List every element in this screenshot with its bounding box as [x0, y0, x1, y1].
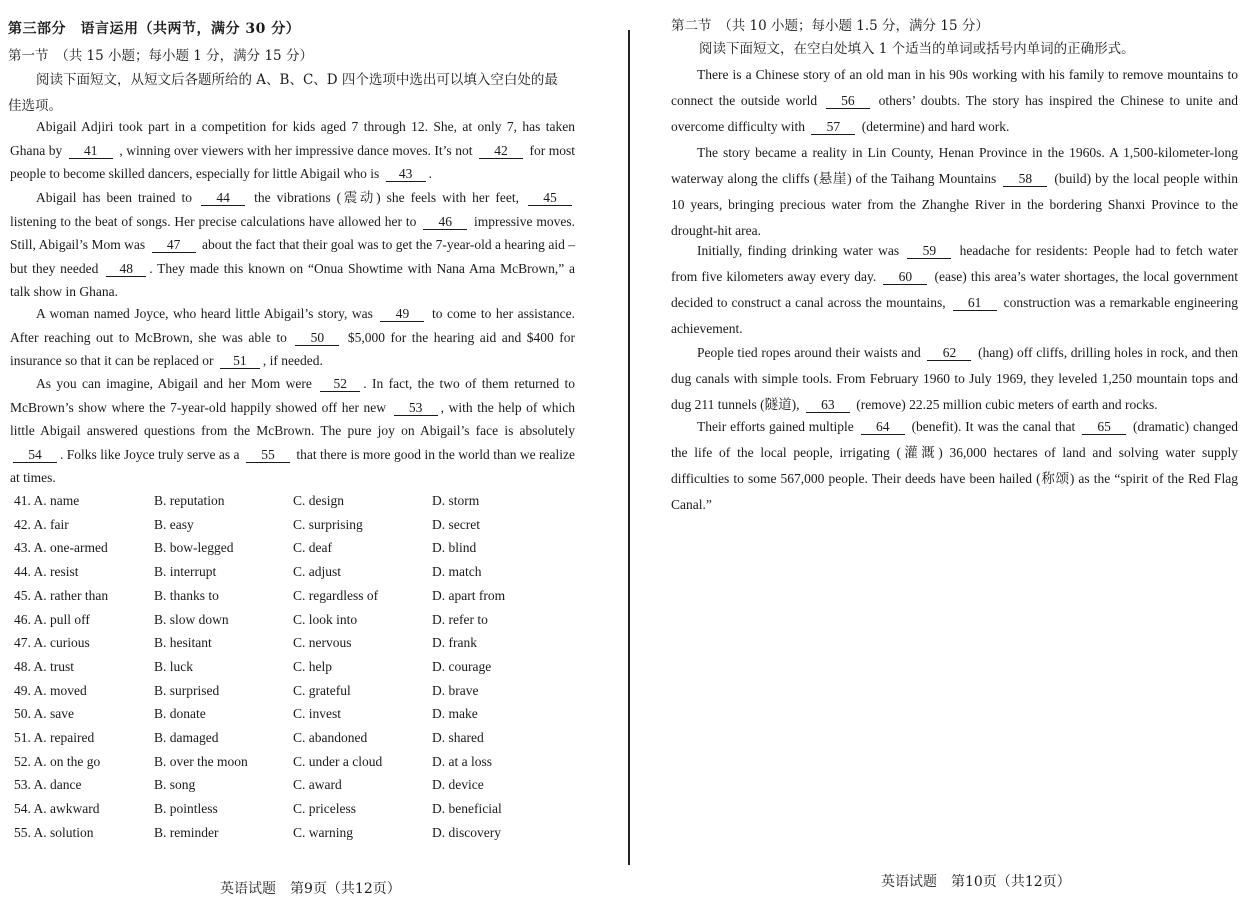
option-choice: C. under a cloud [293, 753, 383, 769]
option-choice: 53. A. dance [14, 777, 82, 793]
option-choice: D. secret [432, 516, 480, 532]
page-footer: 英语试题 第9页（共12页） [220, 881, 401, 897]
blank-61: 61 [953, 295, 997, 311]
passage-paragraph-2: Abigail has been trained to 44 the vibrations (震动) she feels with her feet, 45 listening to the beat of songs. Her precise calculations have allowed her to 46 impressive moves. Still, Abigail’s Mom was 47 about the fact that their goal was to get the 7-year-old a hearing aid – but they needed 48 . They made this known on “Onua Showtime with Nana Ama McBrown,” a talk show in Ghana. [10, 190, 575, 299]
blank-43: 43 [386, 166, 426, 182]
blank-62: 62 [927, 345, 971, 361]
option-choice: 47. A. curious [14, 635, 90, 651]
option-choice: 49. A. moved [14, 682, 87, 698]
blank-63: 63 [806, 397, 850, 413]
option-choice: B. reputation [154, 493, 225, 508]
option-choice: 48. A. trust [14, 658, 75, 674]
option-choice: 46. A. pull off [14, 611, 90, 627]
option-choice: 52. A. on the go [14, 753, 101, 769]
blank-49: 49 [380, 306, 424, 322]
blank-55: 55 [246, 447, 290, 463]
option-choice: C. invest [293, 706, 342, 722]
blank-54: 54 [13, 447, 57, 463]
option-choice: C. grateful [293, 682, 351, 698]
option-choice: 42. A. fair [14, 516, 69, 532]
blank-45: 45 [528, 190, 572, 206]
option-choice: D. frank [432, 635, 477, 651]
option-choice: B. luck [154, 658, 193, 674]
blank-57: 57 [811, 119, 855, 135]
passage-paragraph-3: Initially, finding drinking water was 59 headache for residents: People had to fetch water from five kilometers away every day. 60 (ease) this area’s water shortages, the local government decided to construct a canal across the mountains, 61 construction was a remarkable engineering achievement. [671, 243, 1239, 336]
option-choice: 44. A. resist [14, 564, 79, 580]
option-choice: D. apart from [432, 587, 506, 603]
option-choice: C. regardless of [293, 587, 379, 603]
blank-59: 59 [907, 243, 951, 259]
option-choice: D. discovery [432, 824, 501, 840]
option-choice: B. slow down [154, 611, 229, 627]
option-choice: C. warning [293, 824, 353, 840]
option-choice: C. abandoned [293, 730, 368, 745]
option-choice: D. device [432, 777, 484, 793]
option-choice: D. at a loss [432, 753, 492, 769]
part-heading: 第三部分 语言运用（共两节，满分 30 分） [8, 21, 301, 37]
blank-41: 41 [69, 143, 113, 159]
option-choice: D. storm [432, 493, 480, 508]
option-choice: B. interrupt [154, 564, 217, 580]
option-choice: D. shared [432, 730, 484, 745]
option-choice: 43. A. one-armed [14, 540, 108, 556]
option-choice: 54. A. awkward [14, 801, 100, 817]
blank-51: 51 [220, 353, 260, 369]
blank-48: 48 [106, 261, 146, 277]
blank-58: 58 [1003, 171, 1047, 187]
option-choice: D. brave [432, 682, 479, 698]
passage-paragraph-4: As you can imagine, Abigail and her Mom were 52 . In fact, the two of them returned to McBrown’s show where the 7-year-old happily showed off her new 53 , with the help of which little Abigail answered questions from the McBrown. The pure joy on Abigail’s face is absolutely 54 . Folks like Joyce truly serve as a 55 that there is more good in the world than we realize at times. [10, 376, 576, 485]
option-choice: C. adjust [293, 564, 342, 580]
option-choice: B. damaged [154, 730, 219, 745]
option-choice: D. blind [432, 540, 477, 556]
option-choice: B. song [154, 777, 196, 793]
blank-50: 50 [295, 330, 339, 346]
option-choice: C. look into [293, 611, 358, 627]
option-choice: D. refer to [432, 611, 488, 627]
option-choice: C. deaf [293, 540, 332, 556]
instruction-line-1: 阅读下面短文，从短文后各题所给的 A、B、C、D 四个选项中选出可以填入空白处的最 [36, 72, 558, 88]
section-heading: 第二节 （共 10 小题；每小题 1.5 分，满分 15 分） [671, 18, 989, 34]
option-choice: B. surprised [154, 682, 220, 698]
blank-46: 46 [423, 214, 467, 230]
passage-paragraph-1: Abigail Adjiri took part in a competition for kids aged 7 through 12. She, at only 7, has taken Ghana by 41 , winning over viewers with her impressive dance moves. It’s not 42 for most people to become skilled dancers, especially for little Abigail who is 43 . [10, 119, 576, 181]
blank-42: 42 [479, 143, 523, 159]
blank-52: 52 [320, 376, 360, 392]
option-choice: 51. A. repaired [14, 730, 95, 745]
option-choice: B. thanks to [154, 587, 219, 603]
blank-47: 47 [152, 237, 196, 253]
option-choice: D. courage [432, 658, 492, 674]
option-choice: C. design [293, 493, 345, 508]
option-choice: C. award [293, 777, 342, 793]
passage-paragraph-2: The story became a reality in Lin County, Henan Province in the 1960s. A 1,500-kilometer-long waterway along the cliffs (悬崖) of the Taihang Mountains 58 (build) by the local people within 10 years, bringing precious water from the Zhanghe River in the bordering Shanxi Province to the drought-hit area. [671, 145, 1239, 238]
option-choice: B. pointless [154, 801, 218, 817]
passage-paragraph-1: There is a Chinese story of an old man in his 90s working with his family to remove mountains to connect the outside world 56 others’ doubts. The story has inspired the Chinese to unite and overcome difficulty with 57 (determine) and hard work. [671, 67, 1238, 134]
option-choice: 45. A. rather than [14, 587, 109, 603]
instruction-line-2: 佳选项。 [8, 98, 62, 114]
option-choice: C. priceless [293, 801, 356, 817]
option-choice: 50. A. save [14, 706, 74, 722]
option-choice: C. nervous [293, 635, 352, 651]
option-choice: B. hesitant [154, 635, 212, 651]
option-choice: B. bow-legged [154, 540, 234, 556]
blank-56: 56 [826, 93, 870, 109]
option-choice: B. donate [154, 706, 206, 722]
passage-paragraph-4: People tied ropes around their waists and 62 (hang) off cliffs, drilling holes in rock, and then dug canals with simple tools. From February 1960 to July 1969, they leveled 1,250 mountain tops and dug 211 tunnels (隧道), 63 (remove) 22.25 million cubic meters of earth and rocks. [671, 345, 1239, 412]
option-choice: C. help [293, 658, 332, 674]
option-choice: C. surprising [293, 516, 363, 532]
option-choice: B. easy [154, 516, 194, 532]
right-page [633, 0, 1248, 900]
page-divider [628, 30, 630, 865]
instruction-line: 阅读下面短文，在空白处填入 1 个适当的单词或括号内单词的正确形式。 [699, 41, 1135, 57]
option-choice: D. match [432, 564, 482, 580]
option-choice: D. beneficial [432, 801, 502, 817]
blank-44: 44 [201, 190, 245, 206]
blank-53: 53 [394, 400, 438, 416]
option-choice: B. over the moon [154, 753, 248, 769]
blank-65: 65 [1082, 419, 1126, 435]
option-choice: B. reminder [154, 824, 219, 840]
page-footer: 英语试题 第10页（共12页） [881, 874, 1071, 890]
passage-paragraph-3: A woman named Joyce, who heard little Abigail’s story, was 49 to come to her assistance. After reaching out to McBrown, she was able to 50 $5,000 for the hearing aid and $400 for insurance so that it can be replaced or 51 , if needed. [10, 306, 576, 368]
blank-64: 64 [861, 419, 905, 435]
blank-60: 60 [883, 269, 927, 285]
option-choice: 55. A. solution [14, 824, 94, 840]
option-choice: 41. A. name [14, 493, 80, 508]
option-choice: D. make [432, 706, 478, 722]
section-heading: 第一节 （共 15 小题；每小题 1 分，满分 15 分） [8, 48, 313, 64]
passage-paragraph-5: Their efforts gained multiple 64 (benefit). It was the canal that 65 (dramatic) changed the life of the local people, irrigating (灌溉) 36,000 hectares of land and solving water supply difficulties to some 567,000 people. Their deeds have been hailed (称颂) as the “spirit of the Red Flag Canal.” [671, 419, 1239, 512]
